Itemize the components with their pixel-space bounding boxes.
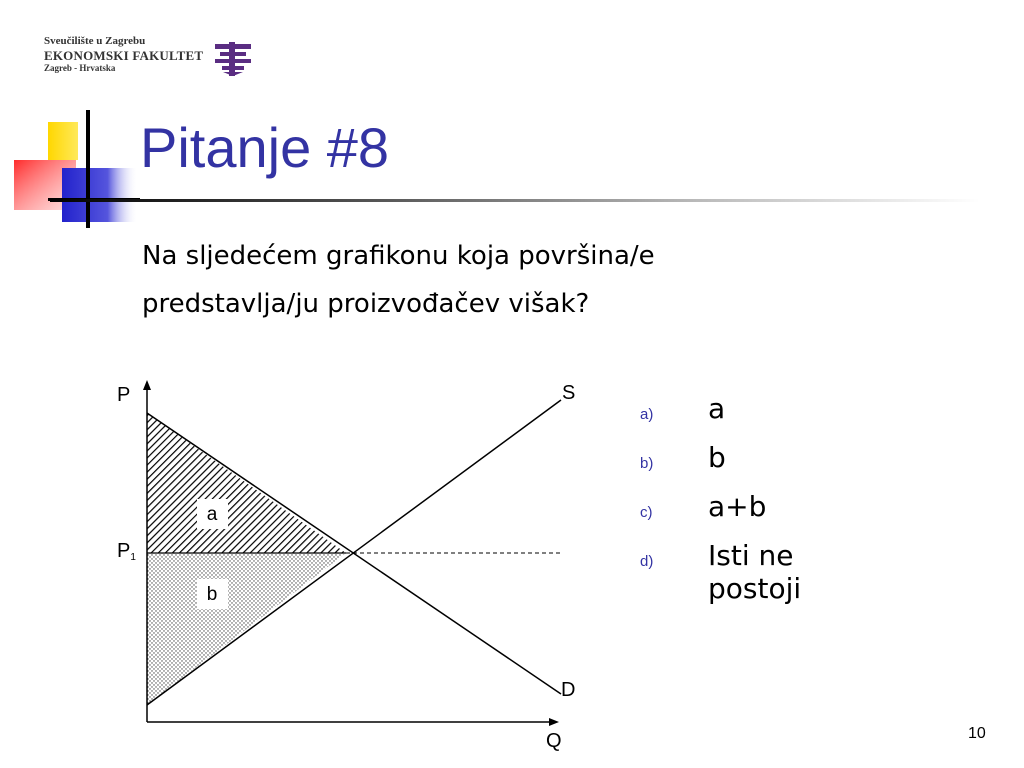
price-level-subscript: 1	[130, 552, 136, 563]
area-b-label: b	[206, 584, 218, 605]
deco-vertical-line	[86, 110, 90, 228]
deco-yellow-square	[48, 122, 78, 160]
answer-letter: b)	[640, 455, 654, 472]
answer-text: b	[708, 441, 726, 474]
demand-label: D	[561, 679, 576, 701]
question-line-1: Na sljedećem grafikonu koja površina/e	[142, 241, 655, 271]
supply-label: S	[562, 382, 576, 404]
answer-text: a	[708, 392, 726, 425]
deco-blue-square	[62, 168, 138, 222]
faculty-logo	[40, 34, 260, 84]
slide-title: Pitanje #8	[140, 116, 390, 179]
price-axis-label: P	[117, 384, 131, 406]
quantity-axis-label: Q	[546, 730, 562, 752]
answer-letter: c)	[640, 504, 653, 521]
price-level-label: P1	[117, 540, 136, 563]
answer-letter: d)	[640, 553, 654, 570]
logo-location: Zagreb - Hrvatska	[44, 63, 116, 73]
logo-faculty: EKONOMSKI FAKULTET	[44, 48, 204, 63]
answer-text: a+b	[708, 490, 767, 523]
title-underline	[50, 199, 980, 202]
question-line-2: predstavlja/ju proizvođačev višak?	[142, 289, 590, 319]
area-a-label: a	[206, 504, 218, 525]
quantity-axis-arrow	[549, 718, 559, 726]
title-decoration	[0, 110, 160, 230]
answer-letter: a)	[640, 406, 654, 423]
answer-text: Isti ne postoji	[708, 539, 802, 605]
supply-demand-diagram	[105, 372, 585, 762]
question-text	[142, 232, 842, 328]
price-axis-arrow	[143, 380, 151, 390]
logo-university: Sveučilište u Zagrebu	[44, 35, 146, 47]
page-number: 10	[968, 725, 986, 742]
faculty-emblem-icon	[215, 42, 251, 76]
